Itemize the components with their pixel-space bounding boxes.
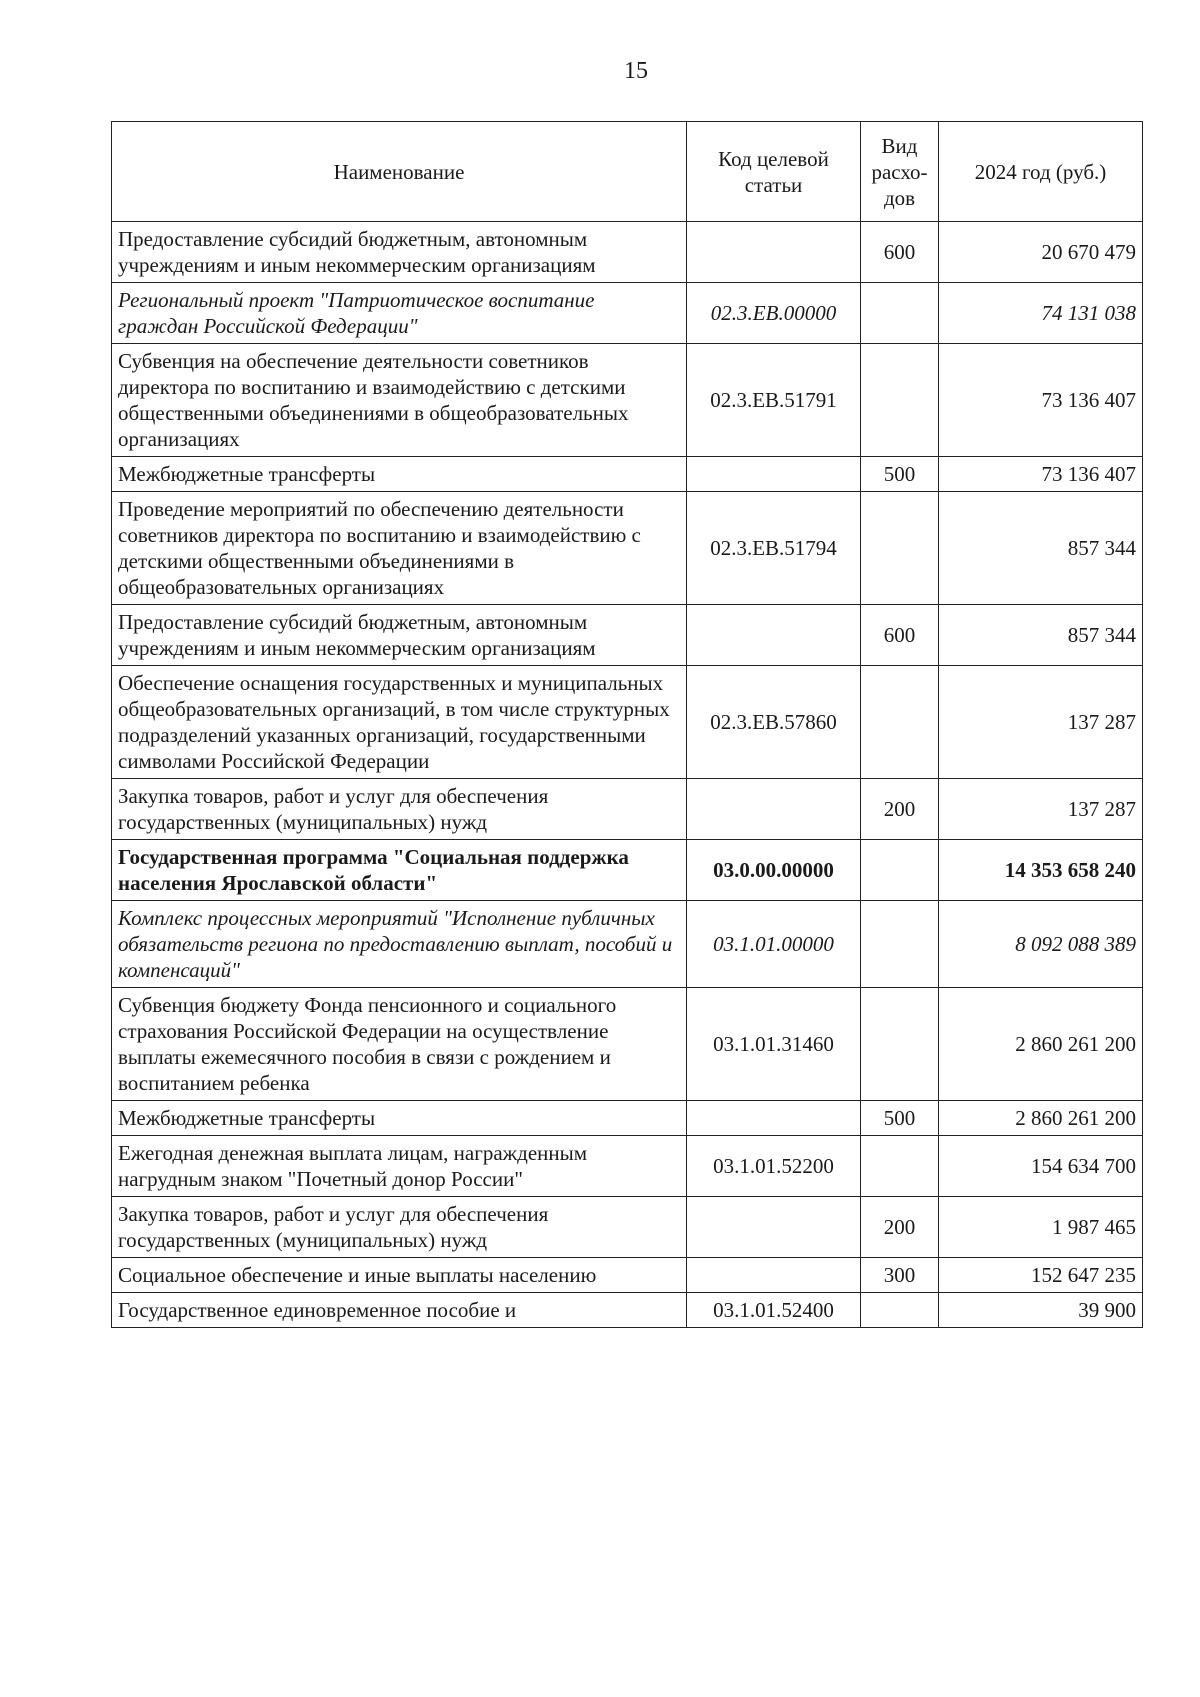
cell-kind xyxy=(861,1293,939,1328)
cell-kind xyxy=(861,840,939,901)
table-row xyxy=(112,1197,1143,1258)
cell-kind xyxy=(861,283,939,344)
table-row xyxy=(112,1293,1143,1328)
cell-amount: 73 136 407 xyxy=(939,457,1143,492)
cell-name: Региональный проект "Патриотическое воспитание граждан Российской Федерации" xyxy=(112,283,687,344)
cell-amount: 857 344 xyxy=(939,605,1143,666)
cell-amount: 857 344 xyxy=(939,492,1143,605)
cell-amount: 14 353 658 240 xyxy=(939,840,1143,901)
header-amount: 2024 год (руб.) xyxy=(939,122,1143,222)
table-row xyxy=(112,1136,1143,1197)
table-row xyxy=(112,492,1143,605)
cell-code xyxy=(687,1101,861,1136)
page-number: 15 xyxy=(624,58,648,84)
cell-amount: 2 860 261 200 xyxy=(939,988,1143,1101)
cell-name: Государственное единовременное пособие и xyxy=(112,1293,687,1328)
cell-name: Государственная программа "Социальная поддержка населения Ярославской области" xyxy=(112,840,687,901)
cell-code xyxy=(687,779,861,840)
cell-name: Предоставление субсидий бюджетным, автономным учреждениям и иным некоммерческим организациям xyxy=(112,222,687,283)
cell-kind: 600 xyxy=(861,222,939,283)
cell-amount: 154 634 700 xyxy=(939,1136,1143,1197)
cell-code: 03.1.01.52200 xyxy=(687,1136,861,1197)
cell-kind xyxy=(861,666,939,779)
table-row xyxy=(112,1101,1143,1136)
cell-name: Закупка товаров, работ и услуг для обеспечения государственных (муниципальных) нужд xyxy=(112,1197,687,1258)
table-row xyxy=(112,457,1143,492)
cell-amount: 137 287 xyxy=(939,666,1143,779)
header-name: Наименование xyxy=(112,122,687,222)
table-header-row xyxy=(112,122,1143,222)
cell-code: 03.0.00.00000 xyxy=(687,840,861,901)
table-body xyxy=(112,222,1143,1328)
header-code: Код целевой статьи xyxy=(687,122,861,222)
cell-kind: 600 xyxy=(861,605,939,666)
cell-code xyxy=(687,222,861,283)
cell-code: 03.1.01.52400 xyxy=(687,1293,861,1328)
cell-code: 02.3.ЕВ.00000 xyxy=(687,283,861,344)
table-row xyxy=(112,605,1143,666)
cell-kind xyxy=(861,492,939,605)
header-kind: Вид расхо-дов xyxy=(861,122,939,222)
table-row xyxy=(112,988,1143,1101)
table-row xyxy=(112,779,1143,840)
cell-name: Межбюджетные трансферты xyxy=(112,457,687,492)
cell-name: Предоставление субсидий бюджетным, автономным учреждениям и иным некоммерческим организациям xyxy=(112,605,687,666)
cell-kind: 300 xyxy=(861,1258,939,1293)
cell-kind xyxy=(861,1136,939,1197)
cell-amount: 137 287 xyxy=(939,779,1143,840)
table-row xyxy=(112,344,1143,457)
cell-name: Проведение мероприятий по обеспечению деятельности советников директора по воспитанию и взаимодействию с детскими общественными объединениями в общеобразовательных организациях xyxy=(112,492,687,605)
cell-kind: 200 xyxy=(861,1197,939,1258)
cell-kind: 500 xyxy=(861,1101,939,1136)
cell-name: Обеспечение оснащения государственных и муниципальных общеобразовательных организаций, в том числе структурных подразделений указанных организаций, государственными символами Российской Федерации xyxy=(112,666,687,779)
cell-amount: 152 647 235 xyxy=(939,1258,1143,1293)
table-row xyxy=(112,666,1143,779)
cell-code xyxy=(687,457,861,492)
cell-code xyxy=(687,605,861,666)
table-row xyxy=(112,840,1143,901)
cell-name: Межбюджетные трансферты xyxy=(112,1101,687,1136)
cell-kind: 200 xyxy=(861,779,939,840)
cell-amount: 74 131 038 xyxy=(939,283,1143,344)
table-row xyxy=(112,222,1143,283)
cell-code: 02.3.ЕВ.51791 xyxy=(687,344,861,457)
cell-name: Социальное обеспечение и иные выплаты населению xyxy=(112,1258,687,1293)
cell-amount: 1 987 465 xyxy=(939,1197,1143,1258)
cell-code: 03.1.01.31460 xyxy=(687,988,861,1101)
budget-table xyxy=(111,121,1143,1328)
cell-code: 02.3.ЕВ.51794 xyxy=(687,492,861,605)
cell-kind xyxy=(861,901,939,988)
cell-code: 03.1.01.00000 xyxy=(687,901,861,988)
cell-name: Субвенция на обеспечение деятельности советников директора по воспитанию и взаимодействию с детскими общественными объединениями в общеобразовательных организациях xyxy=(112,344,687,457)
cell-amount: 2 860 261 200 xyxy=(939,1101,1143,1136)
cell-amount: 73 136 407 xyxy=(939,344,1143,457)
cell-name: Комплекс процессных мероприятий "Исполнение публичных обязательств региона по предоставлению выплат, пособий и компенсаций" xyxy=(112,901,687,988)
cell-amount: 20 670 479 xyxy=(939,222,1143,283)
cell-code xyxy=(687,1197,861,1258)
cell-kind: 500 xyxy=(861,457,939,492)
cell-amount: 39 900 xyxy=(939,1293,1143,1328)
table-row xyxy=(112,283,1143,344)
cell-name: Ежегодная денежная выплата лицам, награжденным нагрудным знаком "Почетный донор России" xyxy=(112,1136,687,1197)
cell-name: Субвенция бюджету Фонда пенсионного и социального страхования Российской Федерации на осуществление выплаты ежемесячного пособия в связи с рождением и воспитанием ребенка xyxy=(112,988,687,1101)
table-row xyxy=(112,901,1143,988)
cell-code: 02.3.ЕВ.57860 xyxy=(687,666,861,779)
table-row xyxy=(112,1258,1143,1293)
cell-kind xyxy=(861,988,939,1101)
cell-name: Закупка товаров, работ и услуг для обеспечения государственных (муниципальных) нужд xyxy=(112,779,687,840)
cell-amount: 8 092 088 389 xyxy=(939,901,1143,988)
cell-kind xyxy=(861,344,939,457)
cell-code xyxy=(687,1258,861,1293)
